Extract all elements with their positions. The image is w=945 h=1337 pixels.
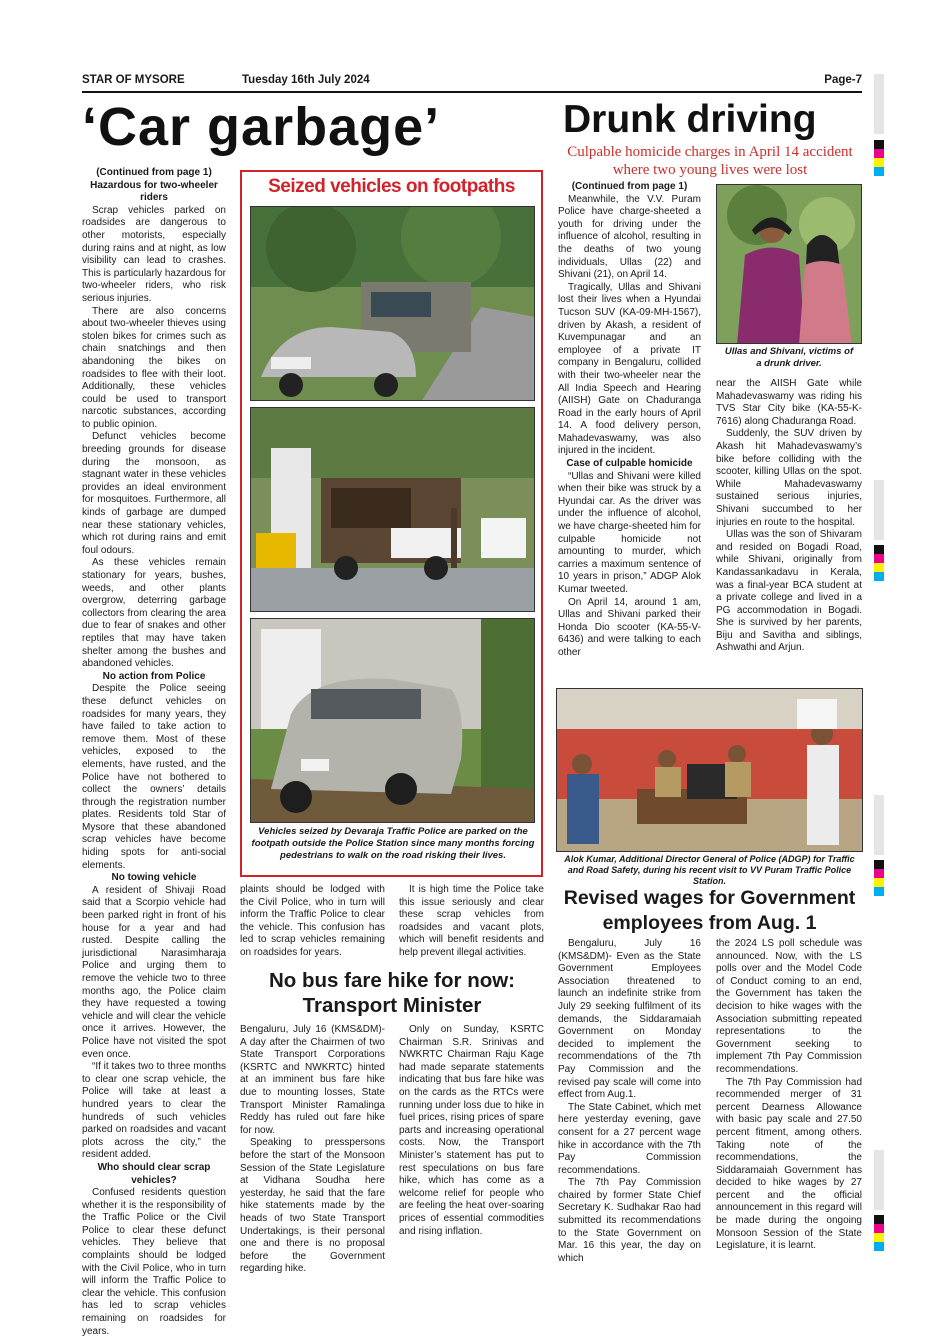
paragraph: A resident of Shivaji Road said that a Scorpio vehicle had been parked right in front of his house for a year and had rusted. Despite calling the jurisdictional Narasimharaja Police and urging them to remove the vehicle two to three months ago, the Police claim they have requested a towing vehicle and will clear the vehicle once it arrives. However, the Police have not visited the spot even once. [82, 884, 226, 1060]
print-register-bar [874, 480, 884, 540]
headline-line: Revised wages for Government [563, 887, 856, 909]
paragraph: Despite the Police seeing these defunct vehicles on roadsides for many years, they have failed to take action to remove them. Most of these vehicles, exposed to the elements, have rusted, and the Police have not bothered to collect the owners’ details through the registration number plates. Residents told Star of Mysore that these abandoned scrap vehicles have become hiding spots for anti-social elements. [82, 683, 226, 871]
car-garbage-column-1 [82, 167, 226, 1337]
paragraph: Confused residents question whether it is the responsibility of the Traffic Police or the Civil Police to clear these defunct vehicles. They believe that complaints should be lodged with the Civil Police, who in turn will inform the Traffic Police to clear the vehicle. This confusion has led to scrap vehicles remaining on roadsides for years. [82, 1187, 226, 1337]
car-garbage-headline: ‘Car garbage’ [82, 97, 441, 157]
color-swatches [874, 140, 884, 176]
paragraph: There are also concerns about two-wheeler thieves using stolen bikes for crimes such as chain snatchings and then abandoning the bikes on roadsides to flee with their loot. Additionally, these vehicles could be used to transport narcotic substances, according to public opinion. [82, 305, 226, 430]
caption-line: a drunk driver. [756, 358, 822, 369]
paragraph: Bengaluru, July 16 (KMS&DM)- A day after the Chairmen of two State Transport Corporations (KSRTC and NWKRTC) hinted at an imminent bus fare hike due to mounting losses, State Transport Minister Ramalinga Reddy has ruled out fare hike for now. [240, 1024, 385, 1136]
paragraph: “If it takes two to three months to clear one scrap vehicle, the Police will take at least a hundred years to clear the hundreds of such vehicles parked on roadsides and vacant plots across the city,” the resident added. [82, 1061, 226, 1161]
paragraph: The 7th Pay Commission had recommended merger of 31 percent Dearness Allowance with basic pay scale and 27.50 percent fitment, among others. Taking note of the recommendations, the Siddaramaiah Government has decided to hike wages by 27 percent and the official announcement in this regard will be made during the ongoing Monsoon Session of the State Legislature, it is learnt. [716, 1076, 862, 1252]
print-register-bar [874, 795, 884, 855]
bus-fare-headline [240, 968, 544, 1018]
caption-line: Ullas and Shivani, victims of [724, 346, 854, 357]
wages-headline [556, 886, 863, 936]
adgp-visit-photo [556, 688, 863, 852]
paragraph: the 2024 LS poll schedule was announced. Now, with the LS polls over and the Model Code of Conduct coming to an end, the Government has taken the decision to hike wages with the Association submitting repeated representations to the Government seeking to implement 7th Pay Commission recommendations. [716, 938, 862, 1075]
subhead: No towing vehicle [111, 872, 197, 884]
wages-column-2 [716, 938, 862, 1253]
subhead: No action from Police [102, 670, 206, 682]
victims-photo [716, 184, 862, 344]
paragraph: As these vehicles remain stationary for years, bushes, weeds, and other plants overgrow, deterring garbage collectors from clearing the area due to fear of snakes and other reptiles that may have taken shelter among the bushes and abandoned vehicles. [82, 557, 226, 670]
paragraph: Meanwhile, the V.V. Puram Police have charge-sheeted a youth for driving under the influence of alcohol, resulting in the deaths of two young individuals, Ullas (22) and Shivani (21), on April 14. [558, 193, 701, 281]
kicker-line: Culpable homicide charges in April 14 accident [567, 144, 853, 160]
paragraph: plaints should be lodged with the Civil Police, who in turn will inform the Traffic Police to clear the vehicle. This confusion has led to scrap vehicles remaining on roadsides for years. [240, 884, 385, 958]
color-swatches [874, 860, 884, 896]
page-number: Page-7 [824, 74, 862, 86]
innova-car-photo [250, 618, 535, 823]
drunk-driving-headline: Drunk driving [563, 98, 817, 141]
drunk-driving-kicker [556, 143, 864, 179]
paragraph: Scrap vehicles parked on roadsides are dangerous to other motorists, especially during rains and at night, as low visibility can lead to crashes. This is particularly hazardous for two-wheeler riders, who risk serious injuries. [82, 204, 226, 304]
paragraph: The State Cabinet, which met here yesterday evening, gave consent for a 27 percent wage hike in accordance with the 7th Pay Commission recommendations. [558, 1101, 701, 1176]
paragraph: Ullas was the son of Shivaram and resided on Bogadi Road, while Shivani, originally from Kandassankadavu in Kerala, was a final-year BCA student at a private college and lived in a PG accommodation in Bogadi. She is survived by her parents, Biju and Savitha and siblings, Ashwathi and Arjun. [716, 529, 862, 654]
scrap-cars-photo [250, 206, 535, 401]
paragraph: The 7th Pay Commission chaired by former State Chief Secretary K. Sudhakar Rao had submitted its recommendations to the State Government on Mar. 16 this year, the day on which [558, 1177, 701, 1264]
subhead: Who should clear scrap vehicles? [97, 1161, 211, 1186]
paragraph: near the AIISH Gate while Mahadevaswamy was riding his TVS Star City bike (KA-55-K-7616) along Chaduranga Road. [716, 378, 862, 427]
publication-name: STAR OF MYSORE [82, 74, 185, 86]
car-garbage-column-2 [240, 884, 385, 960]
paragraph: Bengaluru, July 16 (KMS&DM)- Even as the State Government Employees Association threatened to launch an indefinite strike from July 29 seeking fulfilment of its demands, the Siddaramaiah Government on Monday decided to implement the recommendations of the 7th Pay Commission and the revised pay scale will come into effect from Aug.1. [558, 938, 701, 1101]
print-register-bar [874, 1150, 884, 1210]
burnt-ambulance-photo [250, 407, 535, 612]
bus-fare-column-2 [399, 1024, 544, 1238]
headline-line: employees from Aug. 1 [602, 912, 817, 934]
drunk-driving-column-2 [716, 378, 862, 655]
headline-line: Transport Minister [302, 994, 482, 1017]
paragraph: Defunct vehicles become breeding grounds for disease during the monsoon, as stagnant water in these vehicles provides an ideal environment for mosquitoes. Furthermore, all kinds of garbage are dumped near these stationary vehicles, which rot during rains and emit foul odours. [82, 431, 226, 556]
kicker-line: where two young lives were lost [612, 162, 808, 178]
subhead: Hazardous for two-wheeler riders [90, 179, 218, 204]
bus-fare-column-1 [240, 1024, 385, 1276]
paragraph: Tragically, Ullas and Shivani lost their lives when a Hyundai Tucson SUV (KA-09-MH-1567), driven by Akash, a resident of Kuvempunagar and an employee of a private IT company in Bengaluru, collided with their two-wheeler near the All India Speech and Hearing (AIISH) Gate on Chaduranga Road in the early hours of April 14. A food delivery person, Mahadevaswamy, was also injured in the incident. [558, 281, 701, 457]
headline-line: No bus fare hike for now: [268, 969, 516, 992]
page-header [82, 74, 862, 92]
car-garbage-column-3 [399, 884, 544, 960]
color-swatches [874, 1215, 884, 1251]
continued-note: (Continued from page 1) [571, 181, 688, 192]
subhead: Case of culpable homicide [566, 458, 693, 470]
paragraph: Speaking to presspersons before the start of the Monsoon Session of the State Legislature at Vidhana Soudha here yesterday, he said that the fare hike statements made by the heads of two State Transport Undertakings, is their personal one and there is no proposal before the Government regarding hike. [240, 1137, 385, 1275]
issue-date: Tuesday 16th July 2024 [242, 74, 370, 86]
wages-column-1 [558, 938, 701, 1265]
paragraph: Suddenly, the SUV driven by Akash hit Mahadevaswamy’s bike before colliding with the scooter, killing Ullas on the spot. While Mahadevaswamy sustained serious injuries, Shivani succumbed to her injuries en route to the hospital. [716, 428, 862, 528]
print-register-bar [874, 74, 884, 134]
paragraph: “Ullas and Shivani were killed when their bike was struck by a Hyundai car. As the driver was under the influence of alcohol, we have charge-sheeted him for culpable homicide not amounting to murder, which carries a maximum sentence of 10 years in prison,” ADGP Alok Kumar tweeted. [558, 470, 701, 595]
adgp-photo-caption: Alok Kumar, Additional Director General of Police (ADGP) for Traffic and Road Safety, during his recent visit to VV Puram Traffic Police Station. [564, 854, 855, 886]
paragraph: It is high time the Police take this issue seriously and clear these scrap vehicles from roadsides and vacant plots, which will benefit residents and help prevent illegal activities. [399, 884, 544, 958]
paragraph: Only on Sunday, KSRTC Chairman S.R. Srinivas and NWKRTC Chairman Raju Kage had made separate statements indicating that bus fare hike was on the cards as the RTCs were running under loss due to hike in fuel prices, rising prices of spare parts and increasing operational costs. Now, the Transport Minister’s statement has put to rest speculations on bus fare hike, which has come as a welcome relief for people who are feeling the heat over-soaring prices of essential commodities and rising inflation. [399, 1024, 544, 1237]
victims-photo-caption [716, 346, 862, 370]
color-swatches [874, 545, 884, 581]
paragraph: On April 14, around 1 am, Ullas and Shivani parked their Honda Dio scooter (KA-55-V-6436) and were talking to each other [558, 596, 701, 658]
seized-vehicles-caption: Vehicles seized by Devaraja Traffic Police are parked on the footpath outside the Police Station since many months forcing pedestrians to walk on the road risking their lives. [251, 826, 535, 861]
continued-note: (Continued from page 1) [96, 167, 212, 178]
photo-box-title: Seized vehicles on footpaths [268, 176, 515, 197]
drunk-driving-column-1 [558, 181, 701, 660]
